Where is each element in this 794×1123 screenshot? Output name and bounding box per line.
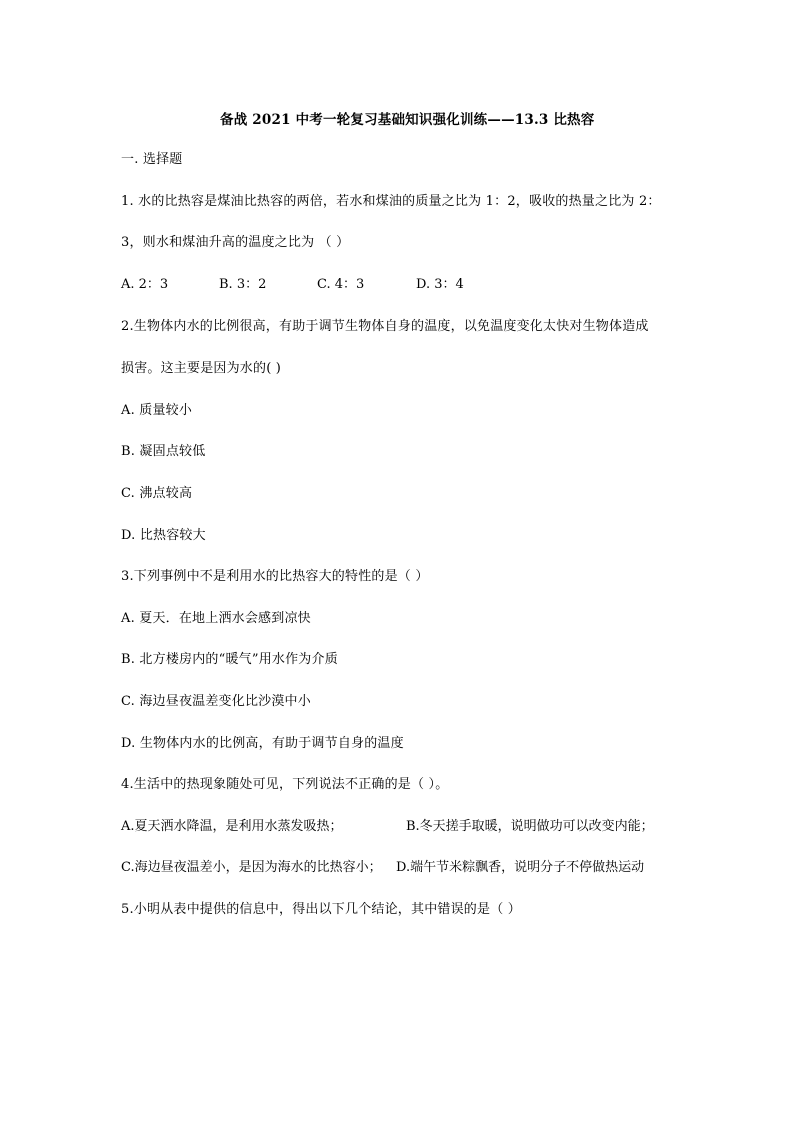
question-2-stem-line-2: 损害。这主要是因为水的( ) xyxy=(121,361,282,376)
question-3-stem: 3.下列事例中不是利用水的比热容大的特性的是（ ） xyxy=(121,569,429,584)
question-3-option-d: D. 生物体内水的比例高，有助于调节自身的温度 xyxy=(121,736,404,751)
question-2-option-b: B. 凝固点较低 xyxy=(121,444,206,459)
question-5-stem: 5.小明从表中提供的信息中，得出以下几个结论，其中错误的是（ ） xyxy=(121,902,521,917)
question-4-option-b: B.冬天搓手取暖，说明做功可以改变内能； xyxy=(406,819,654,834)
question-1-option-c: C. 4：3 xyxy=(317,277,365,292)
document-title: 备战 2021 中考一轮复习基础知识强化训练——13.3 比热容 xyxy=(220,112,595,128)
question-4-stem: 4.生活中的热现象随处可见，下列说法不正确的是（ ）。 xyxy=(121,777,449,792)
question-1-option-a: A. 2：3 xyxy=(121,277,169,292)
question-4-option-d: D.端午节米粽飘香，说明分子不停做热运动 xyxy=(396,860,645,875)
question-3-option-c: C. 海边昼夜温差变化比沙漠中小 xyxy=(121,694,311,709)
section-heading: 一. 选择题 xyxy=(121,152,183,167)
question-1-option-b: B. 3：2 xyxy=(219,277,267,292)
question-1-option-d: D. 3：4 xyxy=(416,277,464,292)
question-2-option-c: C. 沸点较高 xyxy=(121,486,193,501)
question-3-option-a: A. 夏天．在地上洒水会感到凉快 xyxy=(121,611,311,626)
question-2-option-d: D. 比热容较大 xyxy=(121,528,206,543)
question-2-stem-line-1: 2.生物体内水的比例很高，有助于调节生物体自身的温度，以免温度变化太快对生物体造成 xyxy=(121,319,649,334)
question-3-option-b: B. 北方楼房内的“暖气”用水作为介质 xyxy=(121,652,338,667)
question-2-option-a: A. 质量较小 xyxy=(121,403,193,418)
question-4-option-c: C.海边昼夜温差小，是因为海水的比热容小； xyxy=(121,860,382,875)
question-4-option-a: A.夏天洒水降温，是利用水蒸发吸热； xyxy=(121,819,343,834)
question-1-stem-line-2: 3，则水和煤油升高的温度之比为 （ ） xyxy=(121,235,350,250)
question-1-stem-line-1: 1. 水的比热容是煤油比热容的两倍，若水和煤油的质量之比为 1：2，吸收的热量之比为 2： xyxy=(121,194,661,209)
